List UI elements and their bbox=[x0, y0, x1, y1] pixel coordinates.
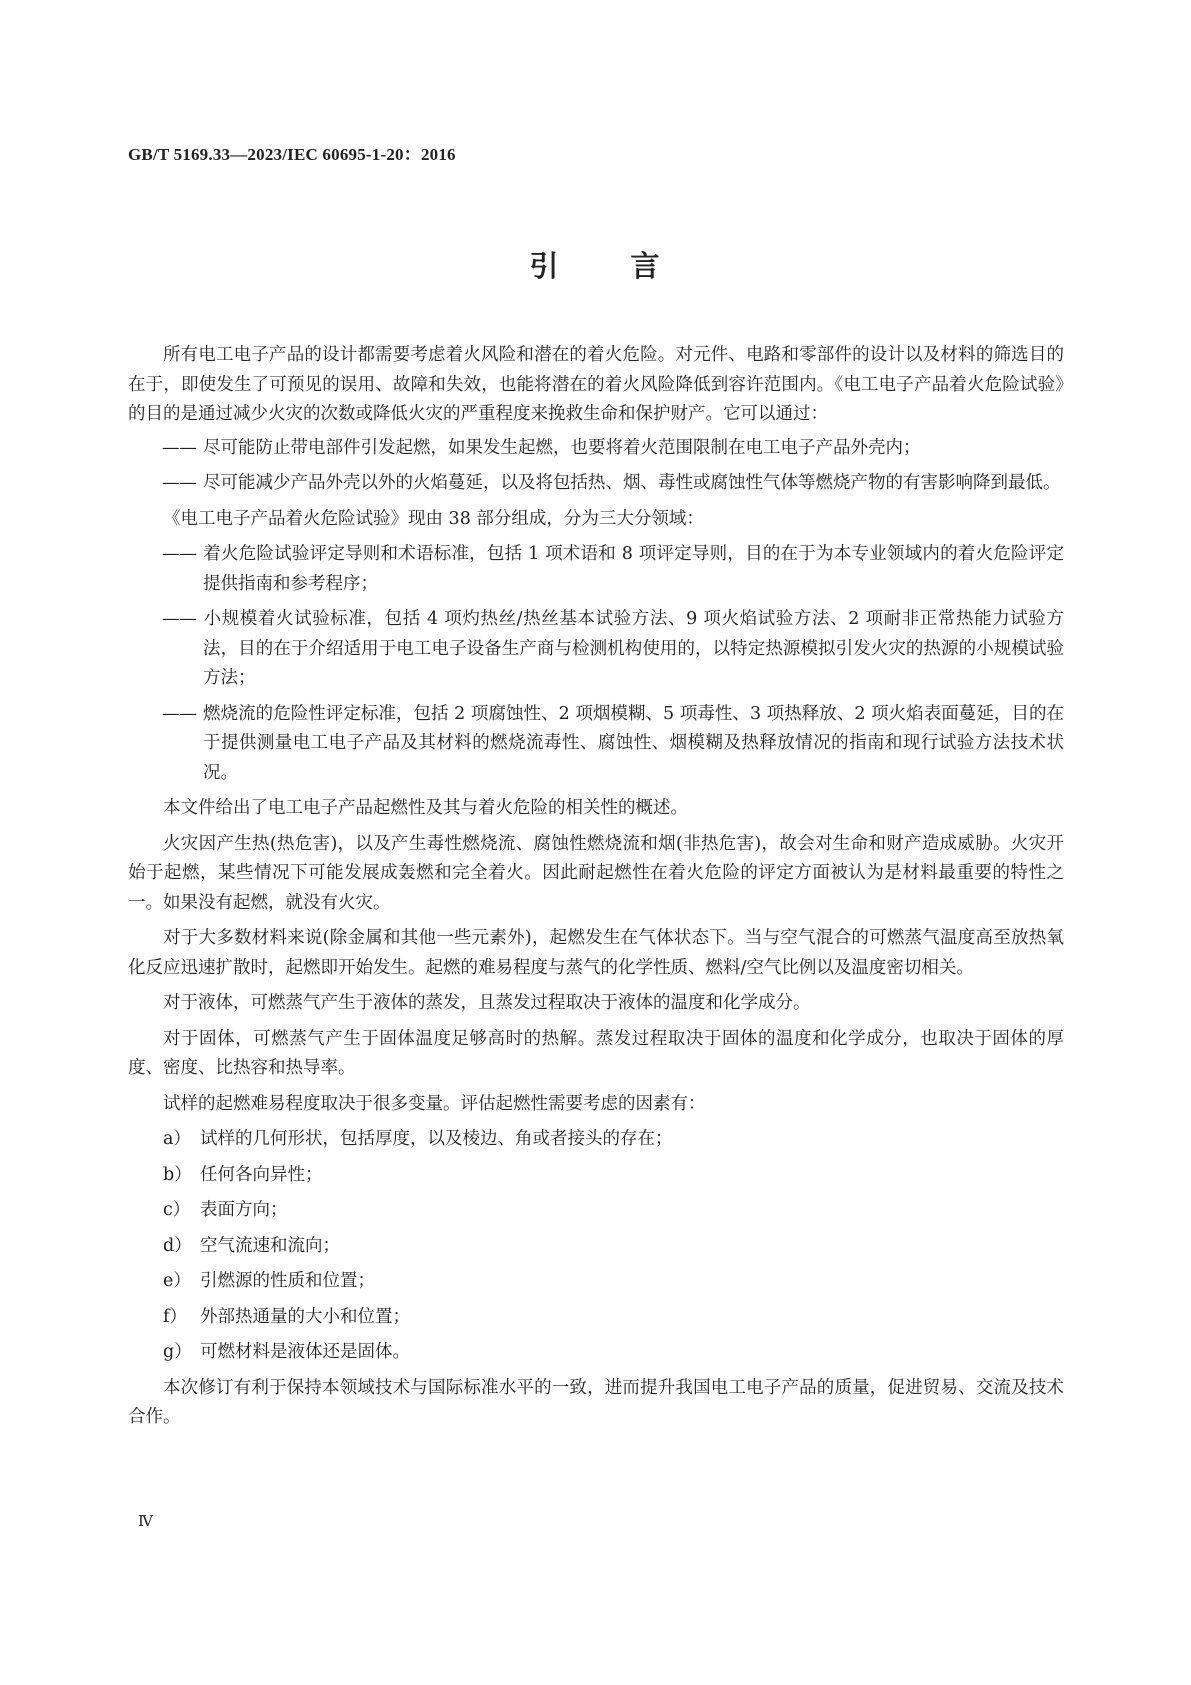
dash-mark: —— bbox=[162, 703, 197, 724]
list-item-text: 试样的几何形状，包括厚度，以及棱边、角或者接头的存在； bbox=[200, 1129, 673, 1149]
dash-item-text: 尽可能减少产品外壳以外的火焰蔓延，以及将包括热、烟、毒性或腐蚀性气体等燃烧产物的有害影响降到最低。 bbox=[203, 473, 1061, 493]
list-item-f bbox=[128, 1303, 1064, 1333]
list-item-text: 引燃源的性质和位置； bbox=[200, 1271, 375, 1291]
dash-item-1 bbox=[128, 434, 1064, 464]
list-item-label: a） bbox=[163, 1129, 191, 1149]
list-item-d bbox=[128, 1232, 1064, 1262]
list-item-label: b） bbox=[163, 1164, 192, 1185]
paragraph-8: 试样的起燃难易程度取决于很多变量。评估起燃性需要考虑的因素有： bbox=[163, 1093, 706, 1114]
list-item-label: e） bbox=[163, 1271, 191, 1291]
list-item-text: 任何各向异性； bbox=[200, 1164, 323, 1185]
list-item-text: 空气流速和流向； bbox=[200, 1235, 340, 1256]
dash-mark: —— bbox=[162, 609, 197, 629]
dash-item-5 bbox=[128, 700, 1064, 789]
dash-item-2 bbox=[128, 469, 1064, 499]
list-item-label: c） bbox=[163, 1200, 191, 1220]
list-item-label: d） bbox=[163, 1235, 192, 1256]
title-char-1: 引 bbox=[529, 249, 561, 283]
introduction-body bbox=[128, 341, 1064, 1439]
list-item-c bbox=[128, 1196, 1064, 1226]
dash-mark: —— bbox=[162, 473, 197, 493]
list-item-e bbox=[128, 1267, 1064, 1297]
list-item-b bbox=[128, 1161, 1064, 1191]
paragraph-4: 火灾因产生热(热危害)，以及产生毒性燃烧流、腐蚀性燃烧流和烟(非热危害)，故会对生命和财产造成威胁。火灾开始于起燃，某些情况下可能发展成轰燃和完全着火。因此耐起燃性在着火危险的评定方面被认为是材料最重要的特性之一。如果没有起燃，就没有火灾。 bbox=[128, 833, 1064, 913]
dash-mark: —— bbox=[162, 544, 197, 564]
paragraph-2: 《电工电子产品着火危险试验》现由 38 部分组成，分为三大分领域： bbox=[163, 508, 704, 529]
paragraph-3: 本文件给出了电工电子产品起燃性及其与着火危险的相关性的概述。 bbox=[163, 798, 688, 818]
page-title bbox=[0, 244, 1191, 285]
list-item-g bbox=[128, 1338, 1064, 1368]
dash-mark: —— bbox=[162, 437, 197, 458]
paragraph-5: 对于大多数材料来说(除金属和其他一些元素外)，起燃发生在气体状态下。当与空气混合的可燃蒸气温度高至放热氧化反应迅速扩散时，起燃即开始发生。起燃的难易程度与蒸气的化学性质、燃料/空气比例以及温度密切相关。 bbox=[128, 928, 1064, 978]
dash-item-text: 燃烧流的危险性评定标准，包括 2 项腐蚀性、2 项烟模糊、5 项毒性、3 项热释放、2 项火焰表面蔓延，目的在于提供测量电工电子产品及其材料的燃烧流毒性、腐蚀性、烟模糊及热释放情况的指南和现行试验方法技术状况。 bbox=[203, 703, 1064, 783]
page-number: Ⅳ bbox=[138, 1514, 153, 1530]
paragraph-7: 对于固体，可燃蒸气产生于固体温度足够高时的热解。蒸发过程取决于固体的温度和化学成分，也取决于固体的厚度、密度、比热容和热导率。 bbox=[128, 1028, 1064, 1078]
document-number: GB/T 5169.33—2023/IEC 60695-1-20：2016 bbox=[128, 145, 456, 164]
dash-item-3 bbox=[128, 540, 1064, 599]
paragraph-1: 所有电工电子产品的设计都需要考虑着火风险和潜在的着火危险。对元件、电路和零部件的设计以及材料的筛选目的在于，即使发生了可预见的误用、故障和失效，也能将潜在的着火风险降低到容许范围内。《电工电子产品着火危险试验》的目的是通过减少火灾的次数或降低火灾的严重程度来挽救生命和保护财产。它可以通过： bbox=[128, 345, 1064, 424]
list-item-a bbox=[128, 1125, 1064, 1155]
list-item-label: g） bbox=[163, 1342, 192, 1362]
paragraph-6: 对于液体，可燃蒸气产生于液体的蒸发，且蒸发过程取决于液体的温度和化学成分。 bbox=[163, 993, 811, 1013]
dash-item-text: 小规模着火试验标准，包括 4 项灼热丝/热丝基本试验方法、9 项火焰试验方法、2 项耐非正常热能力试验方法，目的在于介绍适用于电工电子设备生产商与检测机构使用的，以特定热源模拟引发火灾的热源的小规模试验方法； bbox=[203, 609, 1064, 688]
list-item-text: 表面方向； bbox=[200, 1200, 288, 1220]
dash-item-text: 尽可能防止带电部件引发起燃，如果发生起燃，也要将着火范围限制在电工电子产品外壳内； bbox=[203, 437, 921, 458]
dash-item-text: 着火危险试验评定导则和术语标准，包括 1 项术语和 8 项评定导则，目的在于为本专业领域内的着火危险评定提供指南和参考程序； bbox=[203, 544, 1064, 594]
list-item-text: 可燃材料是液体还是固体。 bbox=[200, 1342, 410, 1362]
list-item-label: f） bbox=[163, 1306, 187, 1327]
paragraph-9: 本次修订有利于保持本领域技术与国际标准水平的一致，进而提升我国电工电子产品的质量，促进贸易、交流及技术合作。 bbox=[128, 1377, 1064, 1427]
list-item-text: 外部热通量的大小和位置； bbox=[200, 1306, 410, 1327]
dash-item-4 bbox=[128, 605, 1064, 694]
title-char-2: 言 bbox=[630, 249, 662, 283]
